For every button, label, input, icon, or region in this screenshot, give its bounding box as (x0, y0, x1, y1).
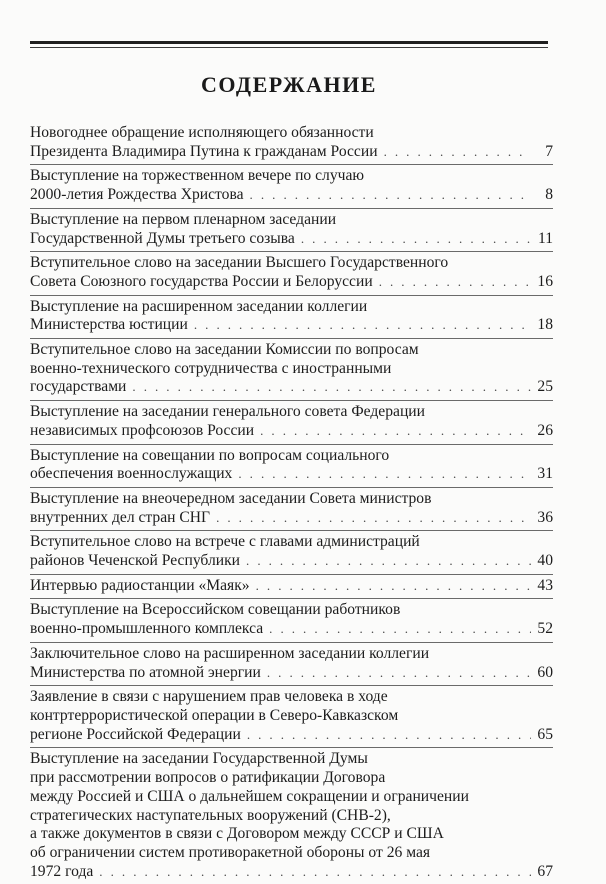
toc-entry-title-line: 2000-летия Рождества Христова (30, 186, 244, 204)
toc-entry-last-line (30, 726, 553, 745)
toc-entry-last-line (30, 863, 553, 882)
header-rule-thick (30, 41, 548, 44)
toc-entry (30, 296, 553, 339)
dot-leader (269, 620, 531, 639)
toc-entry-title-line: об ограничении систем противоракетной обороны от 26 мая (30, 843, 431, 861)
toc-entry-title-line: Министерства юстиции (30, 316, 188, 334)
dot-leader (132, 378, 531, 397)
dot-leader (246, 552, 531, 571)
toc-entry-title-line: регионе Российской Федерации (30, 725, 241, 743)
toc-entry-last-line (30, 422, 553, 441)
toc-entry (30, 531, 553, 574)
toc-entry-title-line: между Россией и США о дальнейшем сокращении и ограничении (30, 787, 469, 805)
toc-entry (30, 209, 553, 252)
toc-page-number: 67 (537, 862, 553, 880)
table-of-contents (30, 122, 553, 884)
toc-entry-title-line: а также документов в связи с Договором между СССР и США (30, 825, 444, 843)
toc-entry-title-line: Выступление на Всероссийском совещании работников (30, 601, 401, 619)
toc-page-number: 40 (537, 552, 553, 570)
toc-entry-title-line: военно-промышленного комплекса (30, 620, 264, 638)
toc-entry-title-line: Заявление в связи с нарушением прав человека в ходе (30, 688, 388, 706)
toc-entry-last-line (30, 230, 553, 249)
toc-entry (30, 643, 553, 686)
toc-page-number: 25 (537, 378, 553, 396)
toc-entry-last-line (30, 465, 553, 484)
page-title: СОДЕРЖАНИЕ (201, 72, 377, 97)
toc-page-number: 26 (537, 421, 553, 439)
header-rule-thin (30, 47, 548, 48)
toc-entry (30, 401, 553, 444)
toc-page-number: 52 (537, 620, 553, 638)
toc-entry (30, 339, 553, 401)
toc-page-number: 36 (537, 508, 553, 526)
toc-entry (30, 488, 553, 531)
dot-leader (301, 230, 531, 249)
dot-leader (260, 422, 531, 441)
toc-entry-title-line: Выступление на заседании Государственной Думы (30, 750, 368, 768)
toc-entry (30, 686, 553, 748)
toc-entry-last-line (30, 378, 553, 397)
toc-entry-title-line: контртеррористической операции в Северо-Кавказском (30, 706, 399, 724)
toc-page-number: 18 (537, 316, 553, 334)
toc-entry-title-line: государствами (30, 378, 127, 396)
toc-entry-last-line (30, 316, 553, 335)
toc-entry-last-line (30, 620, 553, 639)
toc-entry (30, 445, 553, 488)
dot-leader (99, 863, 531, 882)
dot-leader (216, 509, 531, 528)
dot-leader (256, 577, 531, 596)
toc-entry-title-line: 1972 года (30, 862, 94, 880)
toc-entry-last-line (30, 186, 553, 205)
toc-entry-title-line: обеспечения военнослужащих (30, 465, 233, 483)
dot-leader (194, 316, 531, 335)
dot-leader (379, 273, 531, 292)
toc-entry-title-line: военно-технического сотрудничества с иностранными (30, 359, 392, 377)
toc-entry-title-line: Государственной Думы третьего созыва (30, 229, 295, 247)
toc-entry (30, 122, 553, 165)
toc-entry-last-line (30, 577, 553, 596)
dot-leader (267, 664, 531, 683)
toc-entry-title-line: Выступление на совещании по вопросам социального (30, 446, 390, 464)
dot-leader (238, 465, 531, 484)
toc-page-number: 65 (537, 725, 553, 743)
toc-entry (30, 599, 553, 642)
toc-entry (30, 165, 553, 208)
toc-entry (30, 575, 553, 600)
toc-entry-title-line: Выступление на расширенном заседании коллегии (30, 297, 368, 315)
toc-page-number: 11 (537, 229, 553, 247)
toc-entry-title-line: Выступление на торжественном вечере по случаю (30, 167, 365, 185)
toc-entry-title-line: Интервью радиостанции «Маяк» (30, 576, 250, 594)
toc-entry-last-line (30, 273, 553, 292)
toc-page-number: 60 (537, 663, 553, 681)
toc-entry-title-line: Министерства по атомной энергии (30, 663, 261, 681)
toc-page-number: 31 (537, 465, 553, 483)
toc-entry-last-line (30, 509, 553, 528)
toc-entry (30, 748, 553, 884)
toc-entry-title-line: районов Чеченской Республики (30, 552, 241, 570)
toc-entry-title-line: стратегических наступательных вооружений (СНВ-2), (30, 806, 391, 824)
toc-entry-title-line: Вступительное слово на встрече с главами администраций (30, 533, 420, 551)
toc-entry-title-line: внутренних дел стран СНГ (30, 508, 211, 526)
dot-leader (250, 186, 531, 205)
toc-entry-title-line: Новогоднее обращение исполняющего обязанности (30, 124, 374, 141)
toc-entry-title-line: Вступительное слово на заседании Комиссии по вопросам (30, 341, 419, 359)
toc-page-number: 16 (537, 272, 553, 290)
toc-entry-title-line: Выступление на заседании генерального совета Федерации (30, 403, 425, 421)
toc-entry-title-line: независимых профсоюзов России (30, 421, 255, 439)
dot-leader (247, 726, 531, 745)
toc-entry (30, 252, 553, 295)
toc-entry-title-line: Выступление на первом пленарном заседании (30, 210, 337, 228)
toc-entry-title-line: Выступление на внеочередном заседании Совета министров (30, 489, 432, 507)
dot-leader (384, 143, 531, 162)
toc-entry-title-line: Вступительное слово на заседании Высшего Государственного (30, 254, 449, 272)
toc-entry-title-line: Президента Владимира Путина к гражданам России (30, 142, 378, 160)
toc-entry-title-line: Заключительное слово на расширенном заседании коллегии (30, 644, 430, 662)
toc-entry-last-line (30, 143, 553, 162)
toc-entry-title-line: Совета Союзного государства России и Белоруссии (30, 272, 373, 290)
toc-page-number: 43 (537, 576, 553, 594)
toc-page-number: 7 (545, 142, 553, 160)
toc-page-number: 8 (545, 186, 553, 204)
toc-entry-title-line: при рассмотрении вопросов о ратификации Договора (30, 769, 386, 787)
toc-entry-last-line (30, 552, 553, 571)
toc-entry-last-line (30, 664, 553, 683)
